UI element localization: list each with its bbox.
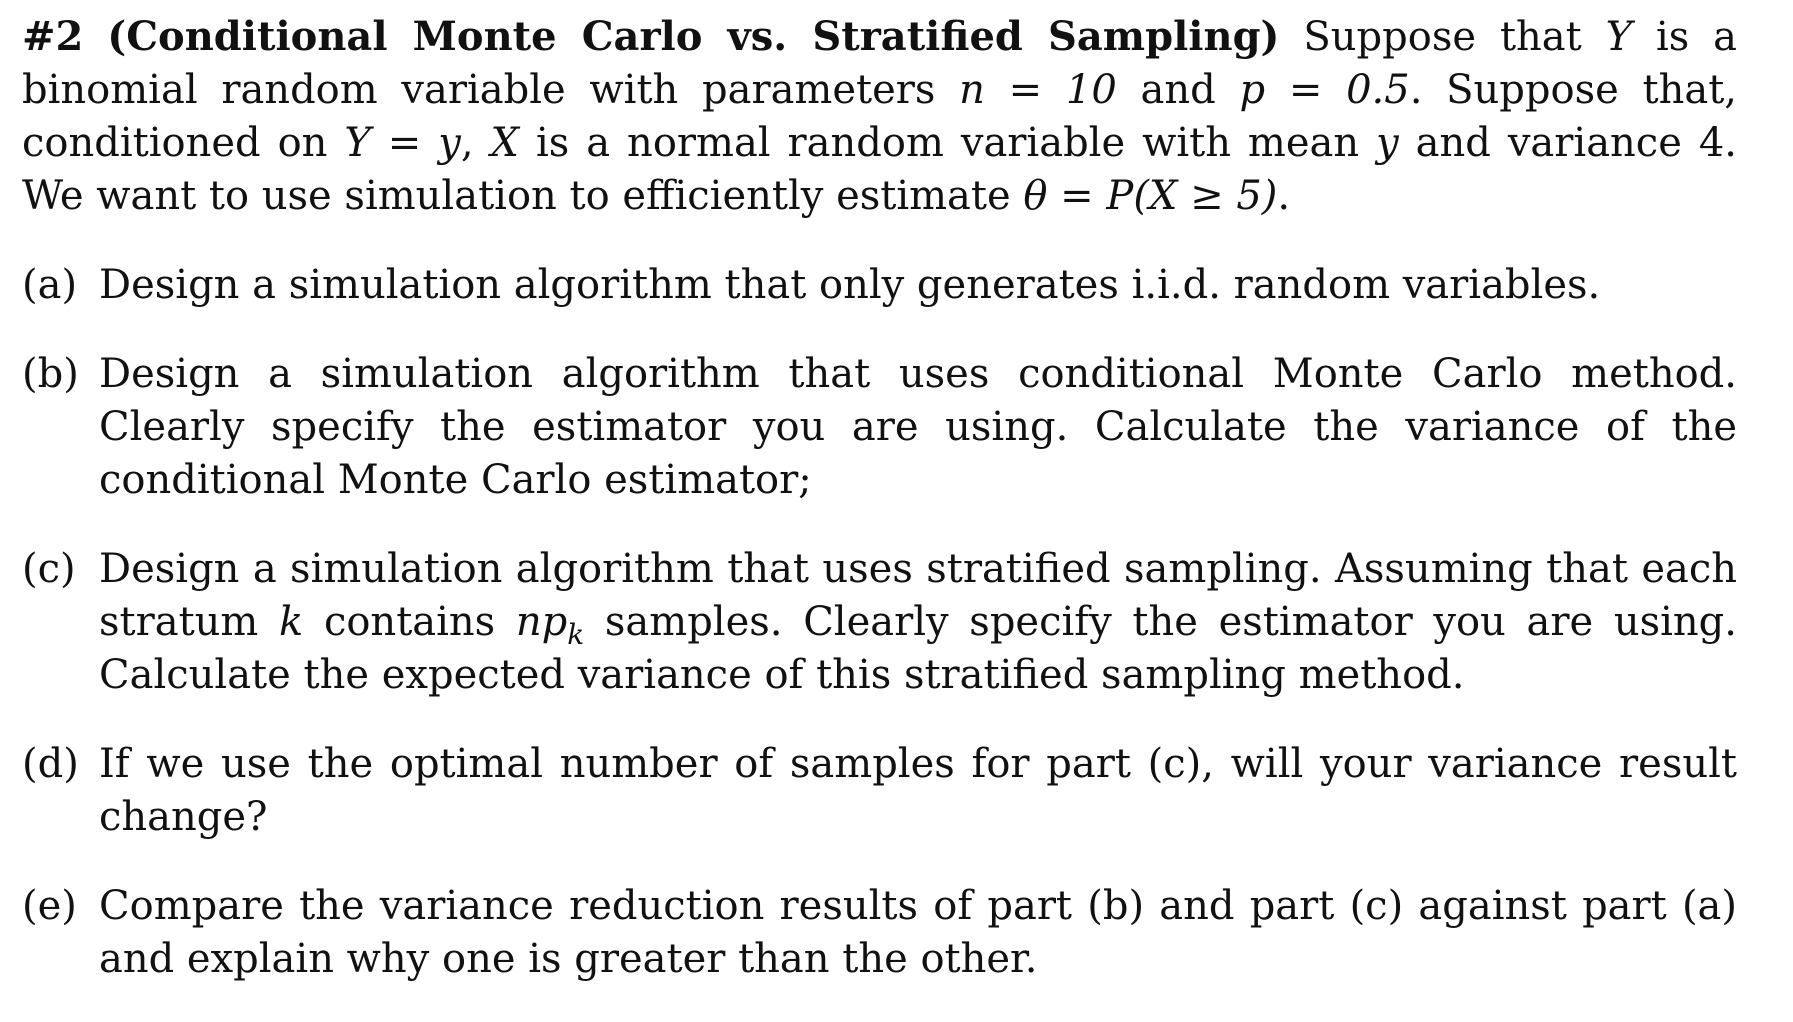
intro-text-4: and (1116, 67, 1240, 113)
part-text: Compare the variance reduction results of part (b) and part (c) against part (a) and explain why one is greater than the other. (99, 883, 1737, 982)
part-label: (e) (22, 883, 77, 929)
intro-text-0: Suppose that (1303, 14, 1606, 60)
part-text: Design a simulation algorithm that uses conditional Monte Carlo method. Clearly specify the estimator you are using. Calculate the variance of the conditional Monte Carlo estimator; (99, 351, 1737, 503)
part-e (22, 880, 1737, 986)
intro-text-2: is a binomial random variable with parameters (22, 14, 1738, 113)
problem-title: (Conditional Monte Carlo vs. Stratified Sampling) (107, 13, 1280, 60)
part-c-text-mid: contains (303, 599, 516, 645)
part-c-text-before: Design a simulation algorithm that uses stratified sampling. Assuming that each stratum (99, 546, 1737, 645)
part-b (22, 348, 1737, 507)
intro-text-12: and variance 4. We want to use simulation to efficiently estimate (22, 120, 1738, 219)
math-p: p = 0.5 (1239, 67, 1410, 113)
problem-page (22, 10, 1737, 1022)
part-c (22, 543, 1737, 702)
intro-text-14: . (1277, 173, 1291, 219)
math-subscript-k: k (567, 618, 585, 651)
intro-text-6: . Suppose that, conditioned on (22, 67, 1738, 166)
math-np: np (515, 599, 568, 645)
intro-text-10: is a normal random variable with mean (519, 120, 1377, 166)
part-text: Design a simulation algorithm that only generates i.i.d. random variables. (99, 262, 1601, 308)
math-k: k (279, 599, 304, 645)
part-text: If we use the optimal number of samples for part (c), will your variance result change? (99, 741, 1737, 840)
math-Y: Y (1605, 14, 1633, 60)
parts-list (22, 259, 1737, 986)
math-y: y (1376, 120, 1399, 166)
math-X: X (490, 120, 520, 166)
part-c-text-after: samples. Clearly specify the estimator you are using. Calculate the expected variance of this stratified sampling method. (99, 599, 1737, 698)
part-a (22, 259, 1737, 312)
part-label: (b) (22, 351, 79, 397)
math-theta: θ = P(X ≥ 5) (1023, 173, 1278, 219)
part-text (99, 543, 1737, 702)
part-label: (a) (22, 262, 78, 308)
math-n: n = 10 (959, 67, 1117, 113)
math-Y-eq-y: Y = y (344, 120, 461, 166)
intro-text-8: , (460, 120, 491, 166)
part-label: (d) (22, 741, 79, 787)
problem-number: #2 (22, 13, 84, 60)
part-d (22, 738, 1737, 844)
problem-intro (22, 10, 1737, 223)
part-label: (c) (22, 546, 76, 592)
